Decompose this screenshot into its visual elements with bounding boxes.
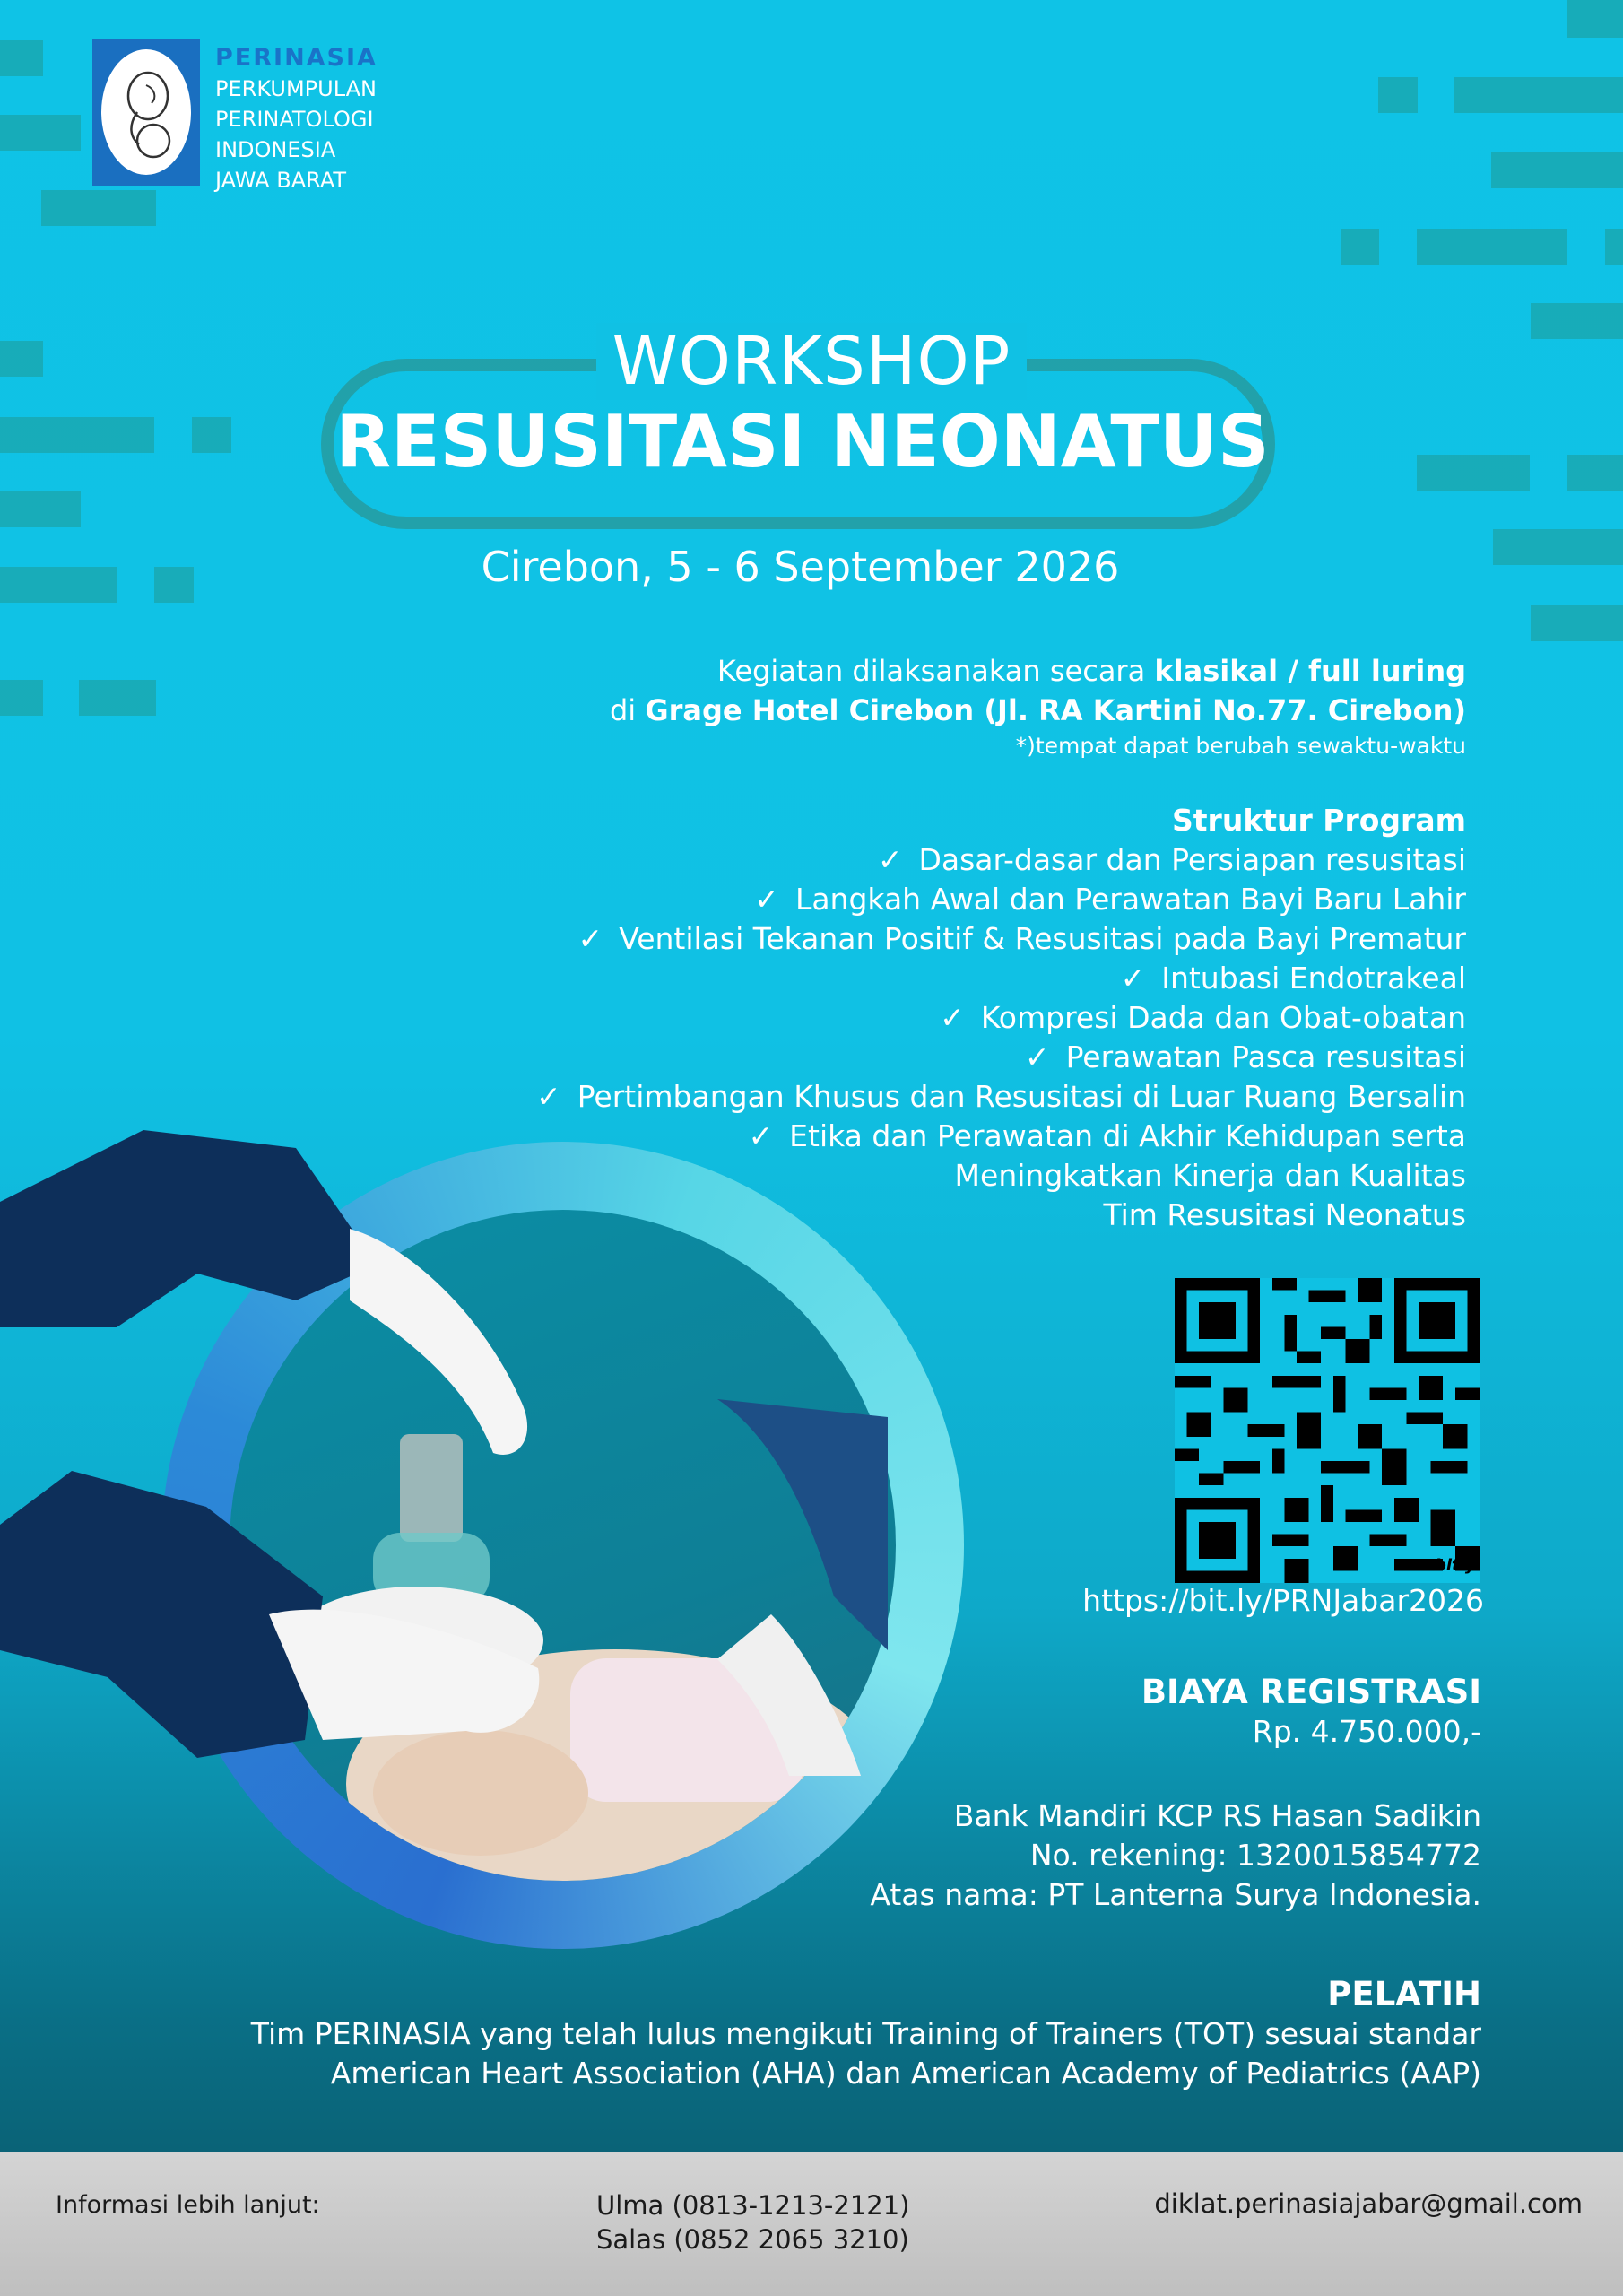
logo-text [215,43,378,196]
bank-account: No. rekening: 1320015854772 [1029,1838,1481,1873]
footer-info-label: Informasi lebih lanjut: [56,2191,320,2219]
bitly-badge: bitly [1435,1556,1476,1575]
fee-heading: BIAYA REGISTRASI [1141,1673,1481,1711]
check-icon: ✓ [754,882,779,917]
venue-note: *)tempat dapat berubah sewaktu-waktu [1015,733,1466,759]
title-main: RESUSITASI NEONATUS [335,400,1270,483]
bank-info [870,1796,1481,1915]
venue-mode: klasikal / full luring [1154,654,1466,688]
gloved-hands-illustration [0,1094,897,1812]
contact-phone[interactable]: Salas (0852 2065 3210) [596,2224,909,2255]
logo-line: JAWA BARAT [215,168,347,193]
event-date: Cirebon, 5 - 6 September 2026 [481,543,1120,591]
bank-name: Bank Mandiri KCP RS Hasan Sadikin [953,1798,1481,1833]
program-item: ✓ Etika dan Perawatan di Akhir Kehidupan serta [748,1118,1466,1153]
trainer-line: American Heart Association (AHA) dan American Academy of Pediatrics (AAP) [330,2056,1481,2091]
registration-fee [1141,1673,1481,1752]
venue-prefix: Kegiatan dilaksanakan secara [716,654,1155,688]
program-item: ✓ Intubasi Endotrakeal [1120,961,1466,996]
program-item-continued: Meningkatkan Kinerja dan Kualitas [954,1158,1466,1193]
program-item-continued: Tim Resusitasi Neonatus [1103,1197,1466,1232]
venue-prefix-2: di [609,693,646,727]
program-item: ✓ Pertimbangan Khusus dan Resusitasi di Luar Ruang Bersalin [536,1079,1466,1114]
qr-code[interactable] [1175,1278,1480,1583]
program-item: ✓ Dasar-dasar dan Persiapan resusitasi [877,842,1466,877]
check-icon: ✓ [748,1118,774,1153]
program-heading: Struktur Program [1172,803,1466,838]
logo-name: PERINASIA [215,44,378,72]
trainer-line: Tim PERINASIA yang telah lulus mengikuti Training of Trainers (TOT) sesuai standar [250,2016,1481,2051]
footer-contacts [596,2188,910,2257]
venue-location: Grage Hotel Cirebon (Jl. RA Kartini No.77. Cirebon) [645,693,1466,727]
check-icon: ✓ [877,842,903,877]
trainer-heading: PELATIH [1327,1975,1481,2013]
fetus-icon [101,49,191,175]
program-item: ✓ Perawatan Pasca resusitasi [1024,1039,1466,1074]
check-icon: ✓ [1024,1039,1050,1074]
contact-email[interactable]: diklat.perinasiajabar@gmail.com [1154,2188,1583,2219]
fee-amount: Rp. 4.750.000,- [1252,1714,1481,1749]
check-icon: ✓ [536,1079,561,1114]
logo-line: PERINATOLOGI [215,107,374,132]
program-item: ✓ Kompresi Dada dan Obat-obatan [940,1000,1466,1035]
perinasia-logo [92,39,200,186]
logo-line: PERKUMPULAN [215,76,378,101]
contact-phone[interactable]: Ulma (0813-1213-2121) [596,2190,910,2221]
footer [0,2152,1623,2296]
bank-holder: Atas nama: PT Lanterna Surya Indonesia. [870,1877,1481,1912]
check-icon: ✓ [577,921,603,956]
program-item: ✓ Ventilasi Tekanan Positif & Resusitasi pada Bayi Prematur [577,921,1466,956]
trainer-info [251,1975,1481,2093]
check-icon: ✓ [1120,961,1146,996]
logo-line: INDONESIA [215,137,336,162]
registration-link[interactable]: https://bit.ly/PRNJabar2026 [1082,1583,1484,1618]
title-workshop: WORKSHOP [596,323,1028,400]
check-icon: ✓ [940,1000,965,1035]
venue-info [610,651,1466,762]
program-item: ✓ Langkah Awal dan Perawatan Bayi Baru Lahir [754,882,1466,917]
